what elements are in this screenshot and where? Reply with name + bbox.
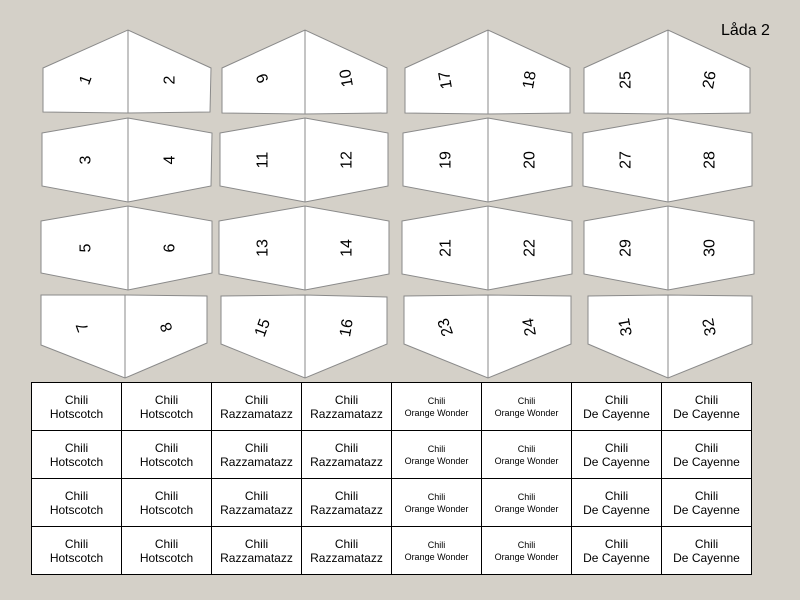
pot-number-right: 6: [161, 243, 179, 253]
plant-label-species: Chili: [427, 443, 446, 454]
plant-label-variety: Hotscotch: [49, 550, 104, 565]
pot-number-right: 26: [700, 69, 720, 91]
plant-label: [662, 479, 752, 527]
plant-label: [392, 383, 482, 431]
pot-template: [583, 118, 752, 202]
plant-label-variety: Razzamatazz: [310, 406, 383, 421]
pot-template: [220, 118, 388, 202]
pot-template: [219, 206, 389, 290]
plant-label-variety: Hotscotch: [49, 454, 104, 469]
plant-label: [302, 431, 392, 479]
plant-label-variety: Hotscotch: [139, 454, 194, 469]
plant-label-species: Chili: [154, 488, 179, 503]
pot-outline: [221, 295, 387, 378]
plant-label-variety: Razzamatazz: [310, 502, 383, 517]
plant-label: [212, 383, 302, 431]
plant-label-variety: Hotscotch: [49, 502, 104, 517]
pot-outline: [584, 30, 750, 114]
pot-template: [222, 30, 387, 114]
plant-label-variety: Hotscotch: [49, 406, 104, 421]
plant-label: [32, 431, 122, 479]
pot-number-right: 20: [521, 151, 539, 169]
plant-label: [392, 527, 482, 575]
plant-label: [572, 479, 662, 527]
plant-label-species: Chili: [694, 392, 719, 407]
plant-label-variety: Razzamatazz: [310, 550, 383, 565]
plant-label-variety: Orange Wonder: [404, 407, 469, 418]
plant-label: [662, 527, 752, 575]
plant-label: [302, 527, 392, 575]
plant-label-variety: De Cayenne: [583, 454, 650, 469]
plant-label: [212, 479, 302, 527]
plant-label-variety: Razzamatazz: [220, 406, 293, 421]
plant-label-species: Chili: [334, 488, 359, 503]
plant-label-variety: Hotscotch: [139, 502, 194, 517]
pot-number-right: 24: [520, 316, 540, 338]
plant-label-variety: De Cayenne: [673, 502, 740, 517]
pot-outline: [588, 295, 752, 378]
pot-outline: [219, 206, 389, 290]
pot-outline: [41, 206, 212, 290]
plant-label-species: Chili: [334, 392, 359, 407]
plant-label-species: Chili: [334, 536, 359, 551]
pot-number-right: 22: [521, 239, 539, 257]
plant-label-species: Chili: [154, 440, 179, 455]
plant-label-species: Chili: [64, 488, 89, 503]
pot-template: [41, 206, 212, 290]
plant-label-variety: Hotscotch: [139, 406, 194, 421]
plant-label: [122, 479, 212, 527]
pot-number-left: 17: [436, 69, 456, 91]
plant-label-variety: Orange Wonder: [404, 455, 469, 466]
pot-number-right: 8: [157, 319, 177, 335]
plant-label-variety: Orange Wonder: [404, 551, 469, 562]
pot-template: [402, 206, 572, 290]
pot-number-right: 28: [701, 151, 719, 169]
plant-label-variety: De Cayenne: [583, 406, 650, 421]
plant-label-variety: De Cayenne: [673, 406, 740, 421]
pot-number-right: 30: [701, 239, 719, 257]
plant-label: [392, 479, 482, 527]
pot-number-left: 27: [617, 151, 635, 169]
plant-label-variety: Razzamatazz: [310, 454, 383, 469]
plant-label-species: Chili: [427, 491, 446, 502]
pot-number-left: 15: [251, 316, 275, 340]
plant-label-variety: Hotscotch: [139, 550, 194, 565]
plant-label: [122, 431, 212, 479]
plant-label: [122, 527, 212, 575]
plant-label-species: Chili: [604, 392, 629, 407]
plant-label-species: Chili: [244, 488, 269, 503]
pot-number-left: 5: [77, 243, 95, 253]
pot-template: [584, 30, 750, 114]
plant-label: [302, 479, 392, 527]
plant-label: [122, 383, 212, 431]
plant-label: [482, 431, 572, 479]
plant-label-species: Chili: [517, 491, 536, 502]
plant-label-species: Chili: [517, 539, 536, 550]
plant-label-species: Chili: [517, 443, 536, 454]
pot-number-left: 1: [76, 72, 96, 88]
plant-label-species: Chili: [604, 488, 629, 503]
plant-label: [482, 479, 572, 527]
plant-label: [212, 431, 302, 479]
pot-template: [221, 295, 387, 378]
pot-template: [584, 206, 754, 290]
plant-label-species: Chili: [694, 440, 719, 455]
plant-label: [212, 527, 302, 575]
plant-label-variety: De Cayenne: [673, 454, 740, 469]
pot-number-right: 16: [337, 317, 357, 339]
pot-number-left: 31: [616, 316, 636, 338]
pot-template: [41, 295, 207, 378]
plant-label-species: Chili: [694, 488, 719, 503]
plant-label-species: Chili: [517, 395, 536, 406]
plant-label-species: Chili: [64, 536, 89, 551]
plant-label-variety: Orange Wonder: [404, 503, 469, 514]
pot-number-left: 11: [254, 151, 272, 169]
pot-template: [404, 295, 571, 378]
plant-label-species: Chili: [427, 395, 446, 406]
plant-label: [662, 431, 752, 479]
plant-label-variety: Orange Wonder: [494, 551, 559, 562]
plant-label: [572, 383, 662, 431]
pot-number-right: 2: [161, 75, 179, 85]
pot-template: [42, 118, 212, 202]
plant-label-variety: Razzamatazz: [220, 550, 293, 565]
pot-number-left: 9: [253, 70, 273, 86]
pot-outline: [584, 206, 754, 290]
pot-number-right: 12: [338, 151, 356, 169]
pot-number-left: 7: [73, 319, 93, 335]
pot-outline: [41, 295, 207, 378]
plant-label-variety: De Cayenne: [583, 502, 650, 517]
label-row: [32, 527, 752, 575]
pot-number-left: 21: [437, 239, 455, 257]
plant-label-species: Chili: [244, 440, 269, 455]
pot-number-left: 19: [437, 151, 455, 169]
plant-label: [32, 479, 122, 527]
plant-label: [572, 431, 662, 479]
pot-outline: [402, 206, 572, 290]
plant-label: [392, 431, 482, 479]
plant-label-species: Chili: [64, 392, 89, 407]
label-grid: [31, 382, 752, 575]
plant-label-species: Chili: [604, 440, 629, 455]
plant-label-species: Chili: [154, 392, 179, 407]
pot-outline: [220, 118, 388, 202]
plant-label-species: Chili: [244, 536, 269, 551]
plant-label: [662, 383, 752, 431]
label-row: [32, 431, 752, 479]
plant-label: [482, 383, 572, 431]
plant-label-variety: Orange Wonder: [494, 407, 559, 418]
plant-label-variety: Razzamatazz: [220, 454, 293, 469]
plant-label: [572, 527, 662, 575]
plant-label-species: Chili: [154, 536, 179, 551]
plant-label: [482, 527, 572, 575]
pot-number-right: 10: [337, 67, 357, 89]
pot-template: [405, 30, 570, 114]
pot-template: [43, 30, 211, 113]
pot-template: [588, 295, 752, 378]
pot-number-left: 29: [617, 239, 635, 257]
box-title: Låda 2: [721, 22, 770, 39]
label-row: [32, 479, 752, 527]
pot-number-left: 25: [617, 71, 635, 89]
plant-label-species: Chili: [64, 440, 89, 455]
plant-label-species: Chili: [334, 440, 359, 455]
pot-number-right: 4: [161, 155, 179, 165]
plant-label-species: Chili: [694, 536, 719, 551]
plant-label-variety: Razzamatazz: [220, 502, 293, 517]
plant-label: [32, 383, 122, 431]
plant-label-variety: Orange Wonder: [494, 455, 559, 466]
plant-label-variety: De Cayenne: [583, 550, 650, 565]
pot-number-right: 14: [338, 239, 356, 257]
pot-number-right: 32: [700, 316, 720, 338]
pot-number-left: 13: [254, 239, 272, 257]
plant-label-variety: Orange Wonder: [494, 503, 559, 514]
label-row: [32, 383, 752, 431]
pot-number-right: 18: [520, 69, 540, 91]
plant-label: [302, 383, 392, 431]
pot-outline: [42, 118, 212, 202]
pot-number-left: 23: [434, 315, 458, 339]
pot-template: [403, 118, 572, 202]
plant-label-variety: De Cayenne: [673, 550, 740, 565]
pot-outline: [43, 30, 211, 113]
pot-number-left: 3: [77, 155, 95, 165]
plant-label: [32, 527, 122, 575]
plant-label-species: Chili: [244, 392, 269, 407]
plant-label-species: Chili: [604, 536, 629, 551]
plant-label-species: Chili: [427, 539, 446, 550]
